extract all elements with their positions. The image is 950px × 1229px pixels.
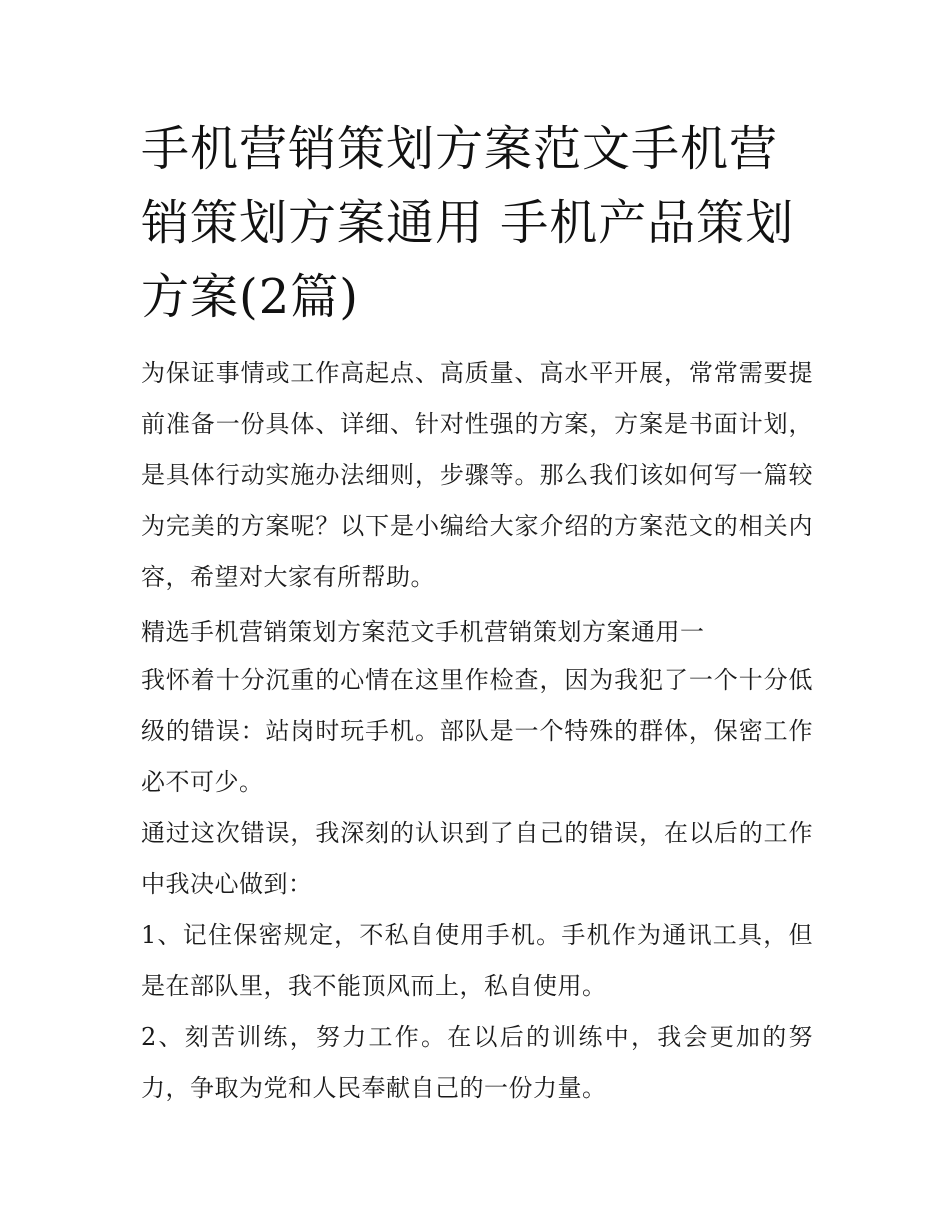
- body-paragraph: 我怀着十分沉重的心情在这里作检查，因为我犯了一个十分低级的错误：站岗时玩手机。部队是一个特殊的群体，保密工作必不可少。: [141, 666, 813, 796]
- document-body: [141, 348, 813, 1114]
- list-item: 1、记住保密规定，不私自使用手机。手机作为通讯工具，但是在部队里，我不能顶风而上，私自使用。: [141, 921, 813, 1000]
- list-item: 2、刻苦训练，努力工作。在以后的训练中，我会更加的努力，争取为党和人民奉献自己的一份力量。: [141, 1023, 813, 1102]
- document-title: 手机营销策划方案范文手机营销策划方案通用 手机产品策划方案(2篇): [141, 121, 795, 325]
- section-heading: 精选手机营销策划方案范文手机营销策划方案通用一: [141, 618, 705, 646]
- body-paragraph: 通过这次错误，我深刻的认识到了自己的错误，在以后的工作中我决心做到：: [141, 819, 813, 898]
- intro-paragraph: 为保证事情或工作高起点、高质量、高水平开展，常常需要提前准备一份具体、详细、针对性强的方案，方案是书面计划，是具体行动实施办法细则，步骤等。那么我们该如何写一篇较为完美的方案呢？以下是小编给大家介绍的方案范文的相关内容，希望对大家有所帮助。: [141, 359, 813, 591]
- document-page: [141, 112, 813, 1114]
